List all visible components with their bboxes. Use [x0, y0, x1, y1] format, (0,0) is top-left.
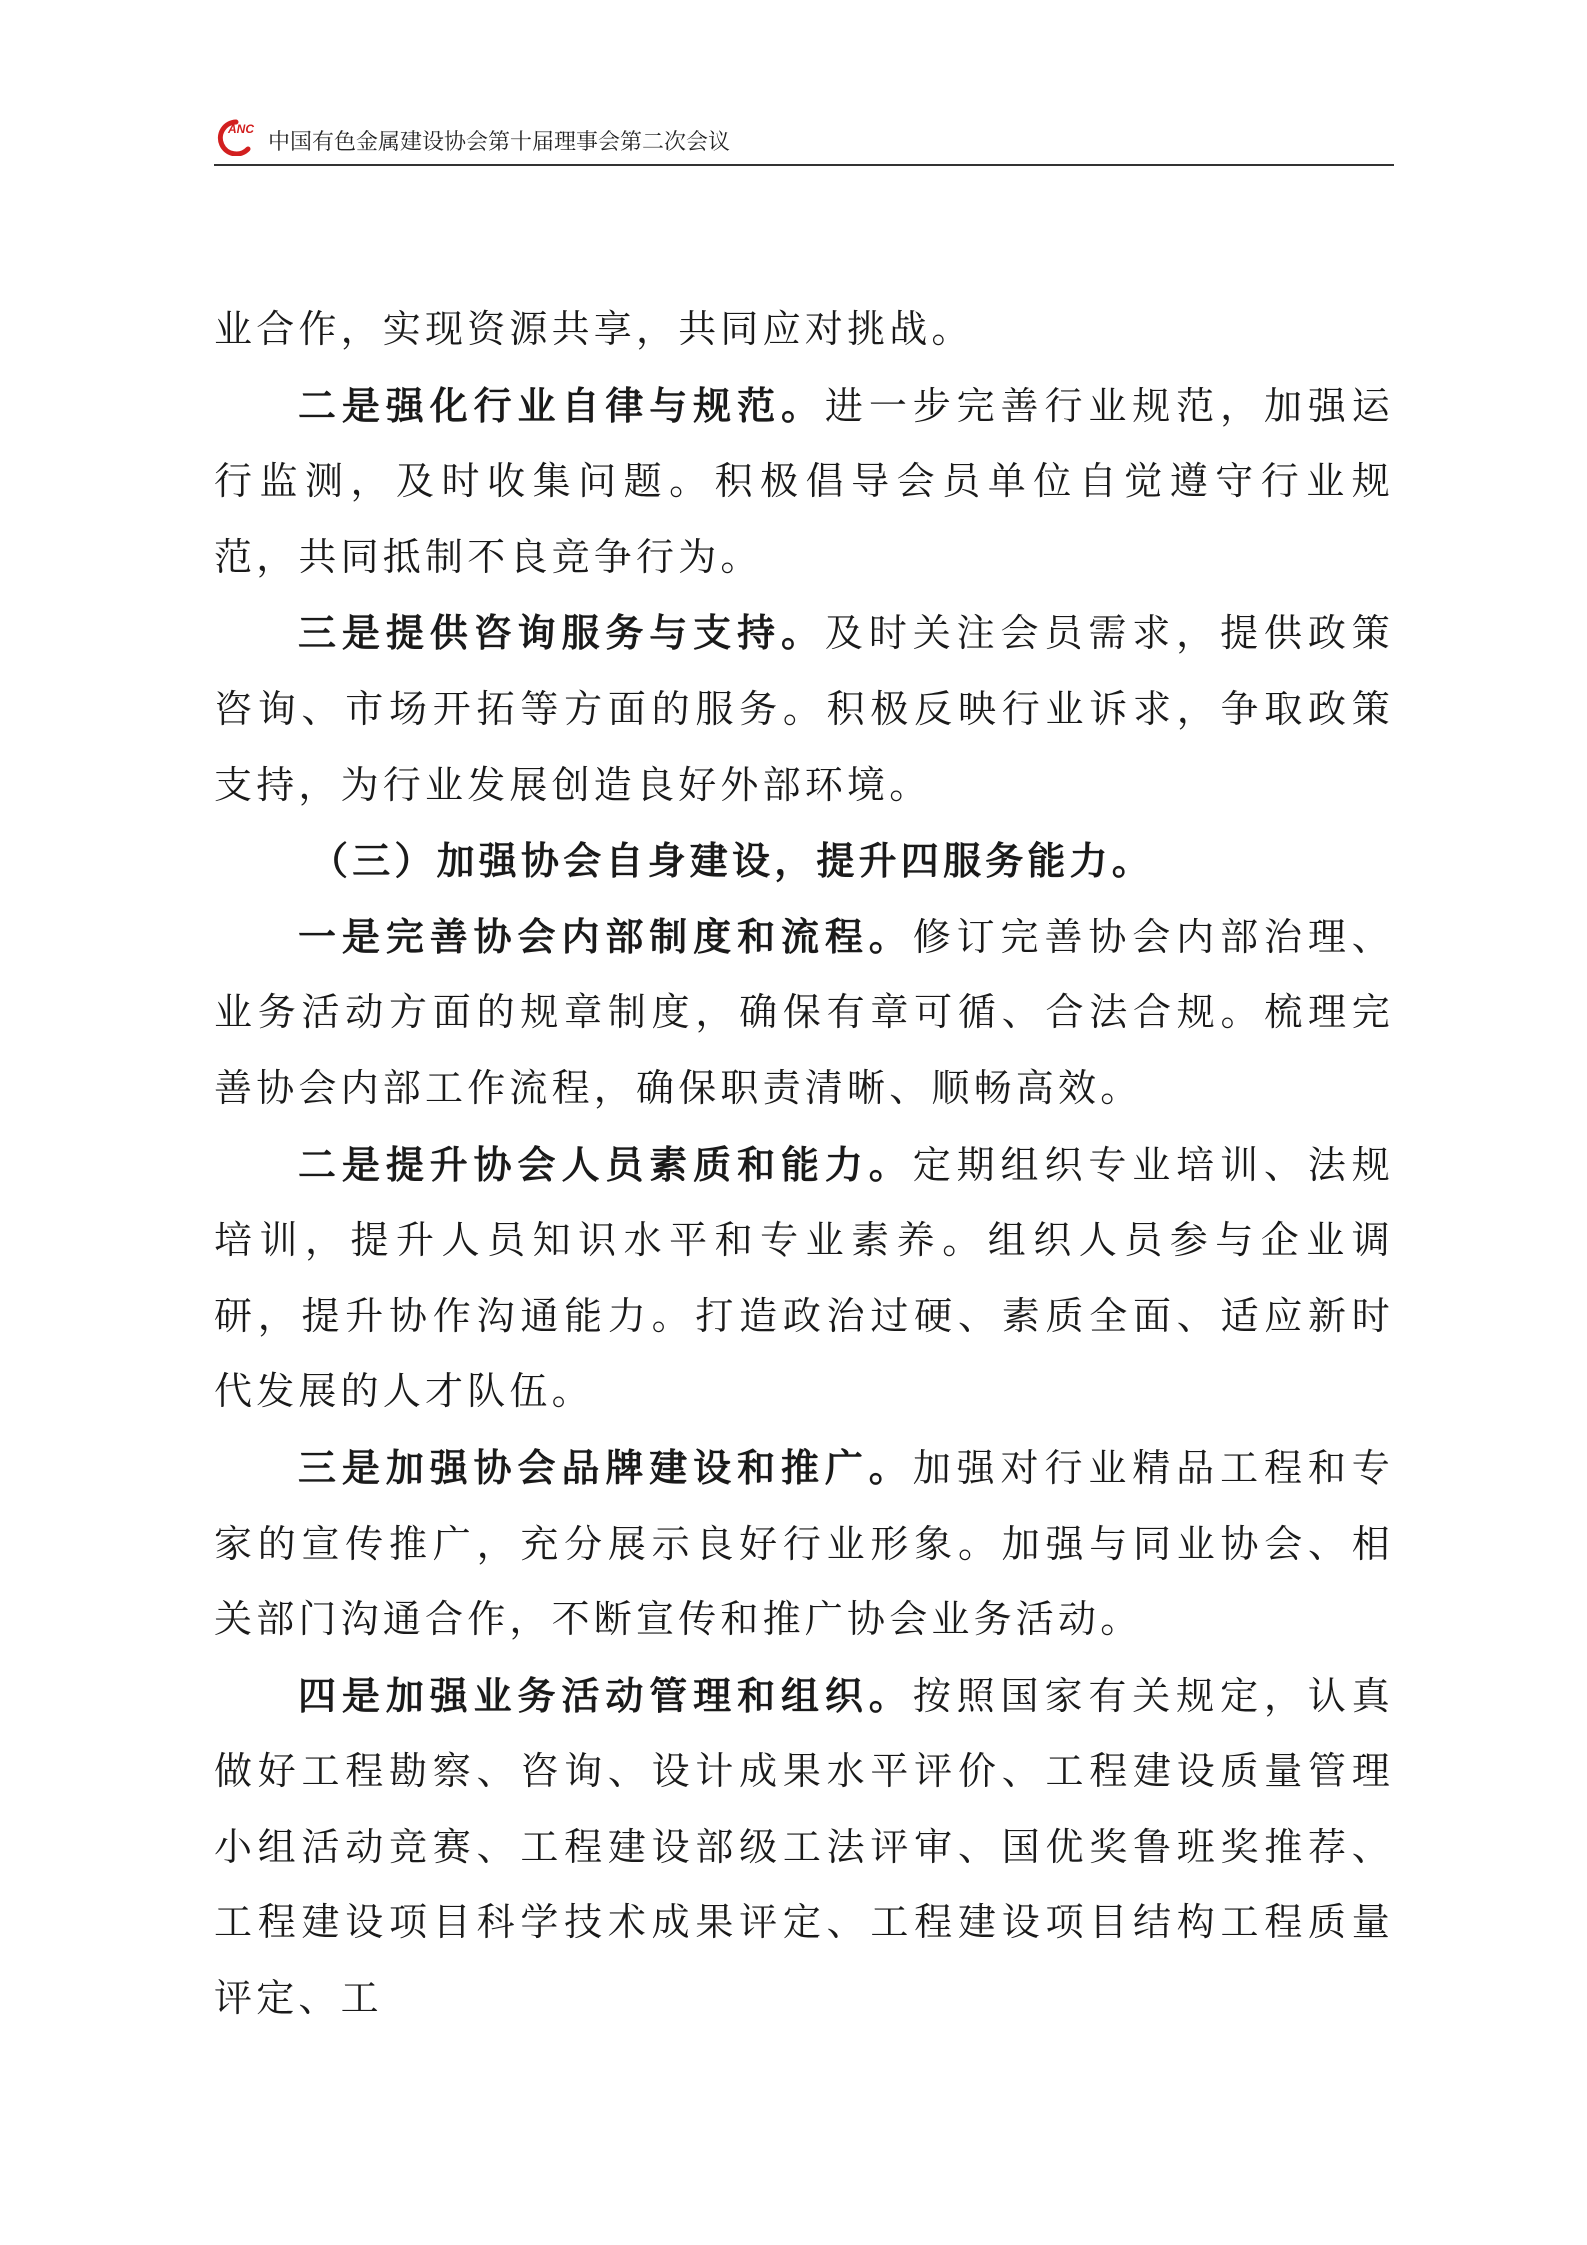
document-body [214, 292, 1394, 2037]
association-logo-icon [214, 116, 266, 156]
section-heading: （三）加强协会自身建设，提升四服务能力。 [310, 838, 1155, 884]
paragraph-lead: 二是提升协会人员素质和能力。 [298, 1141, 913, 1187]
paragraph [214, 1658, 1394, 2037]
paragraph [214, 595, 1394, 823]
paragraph-lead: 一是完善协会内部制度和流程。 [298, 913, 913, 959]
paragraph-text: 加强对行业精品工程和专家的宣传推广，充分展示良好行业形象。加强与同业协会、相关部门沟通合作，不断宣传和推广协会业务活动。 [214, 1445, 1394, 1642]
paragraph-lead: 三是加强协会品牌建设和推广。 [298, 1444, 913, 1490]
paragraph [214, 1430, 1394, 1658]
page-header [214, 112, 1394, 166]
paragraph-text: 及时关注会员需求，提供政策咨询、市场开拓等方面的服务。积极反映行业诉求，争取政策支持，为行业发展创造良好外部环境。 [214, 611, 1394, 807]
paragraph [214, 1127, 1394, 1430]
paragraph-text: 按照国家有关规定，认真做好工程勘察、咨询、设计成果水平评价、工程建设质量管理小组活动竞赛、工程建设部级工法评审、国优奖鲁班奖推荐、工程建设项目科学技术成果评定、工程建设项目结构工程质量评定、工 [214, 1673, 1394, 2021]
paragraph-text: 进一步完善行业规范，加强运行监测，及时收集问题。积极倡导会员单位自觉遵守行业规范，共同抵制不良竞争行为。 [214, 383, 1394, 579]
paragraph-lead: 二是强化行业自律与规范。 [298, 382, 825, 428]
paragraph-lead: 四是加强业务活动管理和组织。 [298, 1672, 913, 1718]
paragraph-text: 修订完善协会内部治理、业务活动方面的规章制度，确保有章可循、合法合规。梳理完善协会内部工作流程，确保职责清晰、顺畅高效。 [214, 914, 1394, 1110]
paragraph-text: 定期组织专业培训、法规培训，提升人员知识水平和专业素养。组织人员参与企业调研，提升协作沟通能力。打造政治过硬、素质全面、适应新时代发展的人才队伍。 [214, 1142, 1394, 1414]
paragraph [214, 899, 1394, 1127]
logo-text: ANC [228, 122, 254, 136]
paragraph-lead: 三是提供咨询服务与支持。 [298, 610, 825, 656]
header-title: 中国有色金属建设协会第十届理事会第二次会议 [268, 130, 731, 155]
paragraph-continuation: 业合作，实现资源共享，共同应对挑战。 [214, 307, 974, 351]
paragraph [214, 368, 1394, 596]
